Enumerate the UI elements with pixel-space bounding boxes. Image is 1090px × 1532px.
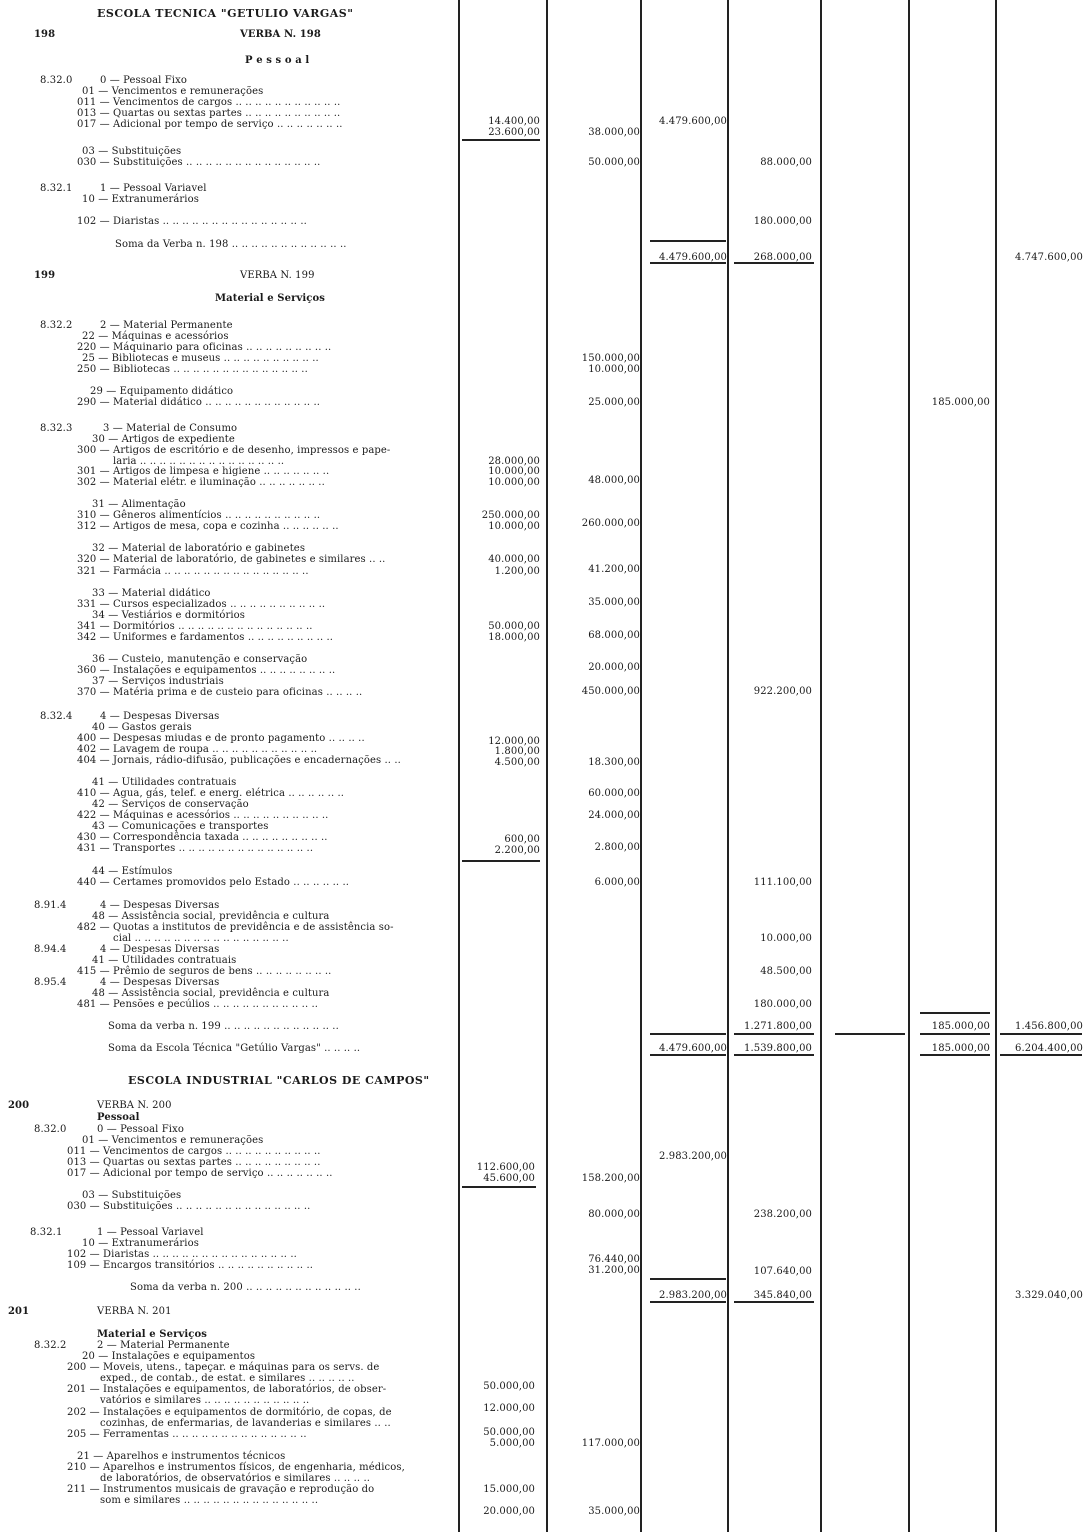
ledger-line: Soma da Verba n. 198 .. .. .. .. .. .. .. .. .. .. .. .. — [115, 239, 347, 250]
amount-value: 6.000,00 — [594, 877, 640, 888]
ledger-line: de laboratórios, de observatórios e similares .. .. .. .. — [100, 1473, 371, 1484]
ledger-line: 33 — Material didático — [92, 588, 211, 599]
amount-value: 117.000,00 — [581, 1438, 640, 1449]
amount-value: 180.000,00 — [753, 216, 812, 227]
amount-value: 5.000,00 — [489, 1438, 535, 1449]
amount-value: 4.747.600,00 — [1015, 252, 1083, 263]
amount-value: 1.800,00 — [494, 746, 540, 757]
ledger-line: 8.32.4 — [40, 711, 73, 722]
amount-value: 23.600,00 — [488, 127, 540, 138]
ledger-line: 201 — [8, 1306, 30, 1317]
ledger-line: 42 — Serviços de conservação — [92, 799, 249, 810]
amount-value: 922.200,00 — [753, 686, 812, 697]
amount-value: 3.329.040,00 — [1015, 1290, 1083, 1301]
ledger-line: 200 — Moveis, utens., tapeçar. e máquinas para os servs. de — [67, 1362, 380, 1373]
amount-value: 158.200,00 — [581, 1173, 640, 1184]
sum-rule — [462, 139, 540, 141]
amount-value: 268.000,00 — [753, 252, 812, 263]
amount-value: 4.479.600,00 — [659, 1043, 727, 1054]
column-rule — [640, 0, 642, 1532]
ledger-line: 8.32.0 — [40, 75, 73, 86]
sum-rule — [734, 1301, 814, 1303]
sum-rule — [920, 1033, 990, 1035]
ledger-line: 321 — Farmácia .. .. .. .. .. .. .. .. .. .. .. .. .. .. .. — [77, 566, 309, 577]
ledger-line: 2 — Material Permanente — [97, 1340, 230, 1351]
amount-value: 185.000,00 — [931, 397, 990, 408]
column-rule — [995, 0, 997, 1532]
amount-value: 1.200,00 — [494, 566, 540, 577]
ledger-line: 8.32.3 — [40, 423, 73, 434]
ledger-line: cial .. .. .. .. .. .. .. .. .. .. .. .. .. .. .. .. — [113, 933, 289, 944]
amount-value: 38.000,00 — [588, 127, 640, 138]
school-heading-carlos-de-campos: ESCOLA INDUSTRIAL "CARLOS DE CAMPOS" — [128, 1074, 430, 1087]
ledger-line: 3 — Material de Consumo — [103, 423, 238, 434]
ledger-line: 312 — Artigos de mesa, copa e cozinha .. .. .. .. .. .. — [77, 521, 339, 532]
ledger-line: 8.94.4 — [34, 944, 67, 955]
amount-value: 48.000,00 — [588, 475, 640, 486]
amount-value: 10.000,00 — [488, 477, 540, 488]
ledger-line: 1 — Pessoal Variavel — [97, 1227, 204, 1238]
sum-rule — [650, 1054, 726, 1056]
amount-value: 250.000,00 — [481, 510, 540, 521]
ledger-line: exped., de contab., de estat. e similares .. .. .. .. .. — [100, 1373, 355, 1384]
sum-rule — [920, 1054, 990, 1056]
ledger-line: 199 — [34, 270, 56, 281]
ledger-line: 402 — Lavagem de roupa .. .. .. .. .. .. .. .. .. .. .. — [77, 744, 318, 755]
ledger-line: 4 — Despesas Diversas — [100, 900, 220, 911]
ledger-line: 370 — Matéria prima e de custeio para oficinas .. .. .. .. — [77, 687, 363, 698]
ledger-line: 8.32.1 — [40, 183, 73, 194]
ledger-line: 342 — Uniformes e fardamentos .. .. .. .. .. .. .. .. .. — [77, 632, 334, 643]
ledger-line: 8.32.2 — [34, 1340, 67, 1351]
ledger-line: 1 — Pessoal Variavel — [100, 183, 207, 194]
amount-value: 76.440,00 — [588, 1254, 640, 1265]
amount-value: 18.000,00 — [488, 632, 540, 643]
sum-rule — [462, 1186, 536, 1188]
ledger-line: 102 — Diaristas .. .. .. .. .. .. .. .. .. .. .. .. .. .. .. — [67, 1249, 297, 1260]
ledger-line: 32 — Material de laboratório e gabinetes — [92, 543, 306, 554]
ledger-line: 341 — Dormitórios .. .. .. .. .. .. .. .. .. .. .. .. .. .. — [77, 621, 313, 632]
sum-rule — [650, 1301, 726, 1303]
amount-value: 2.983.200,00 — [659, 1151, 727, 1162]
ledger-line: 030 — Substituições .. .. .. .. .. .. .. .. .. .. .. .. .. .. — [77, 157, 321, 168]
ledger-line: 4 — Despesas Diversas — [100, 977, 220, 988]
ledger-line: 211 — Instrumentos musicais de gravação e reprodução do — [67, 1484, 375, 1495]
ledger-line: Material e Serviços — [215, 293, 325, 304]
ledger-line: VERBA N. 198 — [240, 29, 321, 40]
ledger-line: 201 — Instalações e equipamentos, de laboratórios, de obser- — [67, 1384, 387, 1395]
amount-value: 25.000,00 — [588, 397, 640, 408]
ledger-line: 31 — Alimentação — [92, 499, 186, 510]
ledger-line: 013 — Quartas ou sextas partes .. .. .. .. .. .. .. .. .. — [67, 1157, 321, 1168]
amount-value: 10.000,00 — [588, 364, 640, 375]
amount-value: 107.640,00 — [753, 1266, 812, 1277]
ledger-line: 300 — Artigos de escritório e de desenho, impressos e pape- — [77, 445, 391, 456]
ledger-line: 10 — Extranumerários — [82, 1238, 199, 1249]
ledger-line: 482 — Quotas a institutos de previdência e de assistência so- — [77, 922, 394, 933]
amount-value: 15.000,00 — [483, 1484, 535, 1495]
ledger-line: 011 — Vencimentos de cargos .. .. .. .. .. .. .. .. .. .. — [67, 1146, 321, 1157]
amount-value: 41.200,00 — [588, 564, 640, 575]
ledger-line: 20 — Instalações e equipamentos — [82, 1351, 256, 1362]
amount-value: 1.456.800,00 — [1015, 1021, 1083, 1032]
ledger-line: cozinhas, de enfermarias, de lavanderias e similares .. .. — [100, 1418, 391, 1429]
amount-value: 68.000,00 — [588, 630, 640, 641]
ledger-line: som e similares .. .. .. .. .. .. .. .. .. .. .. .. .. .. — [100, 1495, 319, 1506]
amount-value: 20.000,00 — [588, 662, 640, 673]
ledger-line: 431 — Transportes .. .. .. .. .. .. .. .. .. .. .. .. .. .. — [77, 843, 314, 854]
ledger-line: 41 — Utilidades contratuais — [92, 777, 237, 788]
amount-value: 4.500,00 — [494, 757, 540, 768]
column-rule — [458, 0, 460, 1532]
amount-value: 24.000,00 — [588, 810, 640, 821]
sum-rule — [650, 240, 726, 242]
ledger-line: 404 — Jornais, rádio-difusão, publicações e encadernações .. .. — [77, 755, 401, 766]
ledger-line: 400 — Despesas miudas e de pronto pagamento .. .. .. .. — [77, 733, 365, 744]
ledger-line: 8.32.0 — [34, 1124, 67, 1135]
amount-value: 10.000,00 — [760, 933, 812, 944]
ledger-line: Soma da verba n. 200 .. .. .. .. .. .. .. .. .. .. .. .. — [130, 1282, 361, 1293]
ledger-line: 43 — Comunicações e transportes — [92, 821, 269, 832]
ledger-line: 30 — Artigos de expediente — [92, 434, 235, 445]
amount-value: 6.204.400,00 — [1015, 1043, 1083, 1054]
sum-rule — [835, 1033, 905, 1035]
amount-value: 180.000,00 — [753, 999, 812, 1010]
ledger-line: 48 — Assistência social, previdência e cultura — [92, 988, 330, 999]
ledger-line: 331 — Cursos especializados .. .. .. .. .. .. .. .. .. .. — [77, 599, 326, 610]
amount-value: 14.400,00 — [488, 116, 540, 127]
amount-value: 35.000,00 — [588, 597, 640, 608]
ledger-line: 03 — Substituições — [82, 146, 182, 157]
amount-value: 600,00 — [504, 834, 540, 845]
ledger-line: 011 — Vencimentos de cargos .. .. .. .. .. .. .. .. .. .. .. — [77, 97, 341, 108]
amount-value: 4.479.600,00 — [659, 116, 727, 127]
ledger-line: VERBA N. 200 — [97, 1100, 172, 1111]
ledger-line: 202 — Instalações e equipamentos de dormitório, de copas, de — [67, 1407, 392, 1418]
ledger-line: 430 — Correspondência taxada .. .. .. .. .. .. .. .. .. — [77, 832, 328, 843]
ledger-line: 01 — Vencimentos e remunerações — [82, 86, 264, 97]
amount-value: 50.000,00 — [588, 157, 640, 168]
ledger-line: 40 — Gastos gerais — [92, 722, 192, 733]
ledger-line: 320 — Material de laboratório, de gabinetes e similares .. .. — [77, 554, 386, 565]
amount-value: 50.000,00 — [488, 621, 540, 632]
sum-rule — [734, 1054, 814, 1056]
ledger-line: 4 — Despesas Diversas — [100, 711, 220, 722]
sum-rule — [462, 860, 540, 862]
amount-value: 2.983.200,00 — [659, 1290, 727, 1301]
amount-value: 111.100,00 — [753, 877, 812, 888]
amount-value: 112.600,00 — [476, 1162, 535, 1173]
ledger-line: 017 — Adicional por tempo de serviço .. .. .. .. .. .. .. — [67, 1168, 333, 1179]
amount-value: 80.000,00 — [588, 1209, 640, 1220]
amount-value: 12.000,00 — [488, 736, 540, 747]
ledger-line: 8.32.2 — [40, 320, 73, 331]
ledger-line: 41 — Utilidades contratuais — [92, 955, 237, 966]
amount-value: 31.200,00 — [588, 1265, 640, 1276]
amount-value: 20.000,00 — [483, 1506, 535, 1517]
sum-rule — [920, 1012, 990, 1014]
ledger-line: 290 — Material didático .. .. .. .. .. .. .. .. .. .. .. .. — [77, 397, 321, 408]
amount-value: 12.000,00 — [483, 1403, 535, 1414]
ledger-line: 200 — [8, 1100, 30, 1111]
ledger-line: 34 — Vestiários e dormitórios — [92, 610, 245, 621]
amount-value: 18.300,00 — [588, 757, 640, 768]
column-rule — [727, 0, 729, 1532]
ledger-line: 01 — Vencimentos e remunerações — [82, 1135, 264, 1146]
ledger-line: 03 — Substituições — [82, 1190, 182, 1201]
ledger-line: Material e Serviços — [97, 1329, 207, 1340]
ledger-line: VERBA N. 199 — [240, 270, 315, 281]
ledger-line: 301 — Artigos de limpesa e higiene .. .. .. .. .. .. .. — [77, 466, 330, 477]
ledger-line: 22 — Máquinas e acessórios — [82, 331, 229, 342]
ledger-line: 29 — Equipamento didático — [90, 386, 234, 397]
ledger-line: 017 — Adicional por tempo de serviço .. .. .. .. .. .. .. — [77, 119, 343, 130]
amount-value: 48.500,00 — [760, 966, 812, 977]
ledger-line: 302 — Material elétr. e iluminação .. .. .. .. .. .. .. — [77, 477, 325, 488]
amount-value: 185.000,00 — [931, 1043, 990, 1054]
column-rule — [908, 0, 910, 1532]
ledger-line: 8.91.4 — [34, 900, 67, 911]
sum-rule — [734, 1033, 814, 1035]
ledger-line: 410 — Agua, gás, telef. e energ. elétrica .. .. .. .. .. .. — [77, 788, 345, 799]
amount-value: 40.000,00 — [488, 554, 540, 565]
ledger-line: 8.32.1 — [30, 1227, 63, 1238]
ledger-line: 422 — Máquinas e acessórios .. .. .. .. .. .. .. .. .. .. — [77, 810, 329, 821]
sum-rule — [650, 1033, 726, 1035]
ledger-line: Pessoal — [97, 1112, 140, 1123]
ledger-line: 0 — Pessoal Fixo — [100, 75, 187, 86]
amount-value: 4.479.600,00 — [659, 252, 727, 263]
amount-value: 185.000,00 — [931, 1021, 990, 1032]
amount-value: 10.000,00 — [488, 466, 540, 477]
ledger-line: 44 — Estímulos — [92, 866, 173, 877]
ledger-line: 109 — Encargos transitórios .. .. .. .. .. .. .. .. .. .. — [67, 1260, 314, 1271]
amount-value: 28.000,00 — [488, 456, 540, 467]
ledger-line: 4 — Despesas Diversas — [100, 944, 220, 955]
ledger-line: 360 — Instalações e equipamentos .. .. .. .. .. .. .. .. — [77, 665, 336, 676]
ledger-line: 310 — Gêneros alimentícios .. .. .. .. .. .. .. .. .. .. — [77, 510, 321, 521]
amount-value: 2.800,00 — [594, 842, 640, 853]
ledger-line: vatórios e similares .. .. .. .. .. .. .. .. .. .. .. — [100, 1395, 310, 1406]
ledger-line: 2 — Material Permanente — [100, 320, 233, 331]
ledger-line: VERBA N. 201 — [97, 1306, 172, 1317]
amount-value: 45.600,00 — [483, 1173, 535, 1184]
ledger-line: 205 — Ferramentas .. .. .. .. .. .. .. .. .. .. .. .. .. .. — [67, 1429, 307, 1440]
ledger-line: 102 — Diaristas .. .. .. .. .. .. .. .. .. .. .. .. .. .. .. — [77, 216, 307, 227]
ledger-line: Soma da verba n. 199 .. .. .. .. .. .. .. .. .. .. .. .. — [108, 1021, 339, 1032]
ledger-line: 37 — Serviços industriais — [92, 676, 224, 687]
ledger-line: 25 — Bibliotecas e museus .. .. .. .. .. .. .. .. .. .. — [82, 353, 319, 364]
ledger-line: laria .. .. .. .. .. .. .. .. .. .. .. .. .. .. .. — [113, 456, 285, 467]
amount-value: 345.840,00 — [753, 1290, 812, 1301]
amount-value: 60.000,00 — [588, 788, 640, 799]
sum-rule — [1000, 1033, 1082, 1035]
ledger-line: 481 — Pensões e pecúlios .. .. .. .. .. .. .. .. .. .. .. — [77, 999, 319, 1010]
column-rule — [546, 0, 548, 1532]
amount-value: 35.000,00 — [588, 1506, 640, 1517]
amount-value: 88.000,00 — [760, 157, 812, 168]
school-heading-getulio-vargas: ESCOLA TECNICA "GETULIO VARGAS" — [97, 7, 354, 20]
ledger-line: 10 — Extranumerários — [82, 194, 199, 205]
amount-value: 238.200,00 — [753, 1209, 812, 1220]
amount-value: 260.000,00 — [581, 518, 640, 529]
sum-rule — [1000, 1054, 1082, 1056]
amount-value: 450.000,00 — [581, 686, 640, 697]
ledger-line: P e s s o a l — [245, 55, 310, 66]
ledger-line: 36 — Custeio, manutenção e conservação — [92, 654, 308, 665]
ledger-line: 013 — Quartas ou sextas partes .. .. .. .. .. .. .. .. .. .. — [77, 108, 341, 119]
ledger-line: 220 — Máquinario para oficinas .. .. .. .. .. .. .. .. .. — [77, 342, 332, 353]
ledger-line: 030 — Substituições .. .. .. .. .. .. .. .. .. .. .. .. .. .. — [67, 1201, 311, 1212]
amount-value: 2.200,00 — [494, 845, 540, 856]
amount-value: 10.000,00 — [488, 521, 540, 532]
ledger-line: 8.95.4 — [34, 977, 67, 988]
ledger-line: Soma da Escola Técnica "Getúlio Vargas" .. .. .. .. — [108, 1043, 361, 1054]
ledger-line: 210 — Aparelhos e instrumentos físicos, de engenharia, médicos, — [67, 1462, 405, 1473]
ledger-line: 415 — Prêmio de seguros de bens .. .. .. .. .. .. .. .. — [77, 966, 332, 977]
ledger-line: 48 — Assistência social, previdência e cultura — [92, 911, 330, 922]
column-rule — [820, 0, 822, 1532]
ledger-line: 198 — [34, 29, 56, 40]
ledger-line: 250 — Bibliotecas .. .. .. .. .. .. .. .. .. .. .. .. .. .. — [77, 364, 308, 375]
amount-value: 1.271.800,00 — [744, 1021, 812, 1032]
amount-value: 1.539.800,00 — [744, 1043, 812, 1054]
sum-rule — [650, 1278, 726, 1280]
ledger-line: 440 — Certames promovidos pelo Estado .. .. .. .. .. .. — [77, 877, 350, 888]
amount-value: 50.000,00 — [483, 1381, 535, 1392]
ledger-line: 0 — Pessoal Fixo — [97, 1124, 184, 1135]
amount-value: 50.000,00 — [483, 1427, 535, 1438]
ledger-line: 21 — Aparelhos e instrumentos técnicos — [77, 1451, 286, 1462]
amount-value: 150.000,00 — [581, 353, 640, 364]
